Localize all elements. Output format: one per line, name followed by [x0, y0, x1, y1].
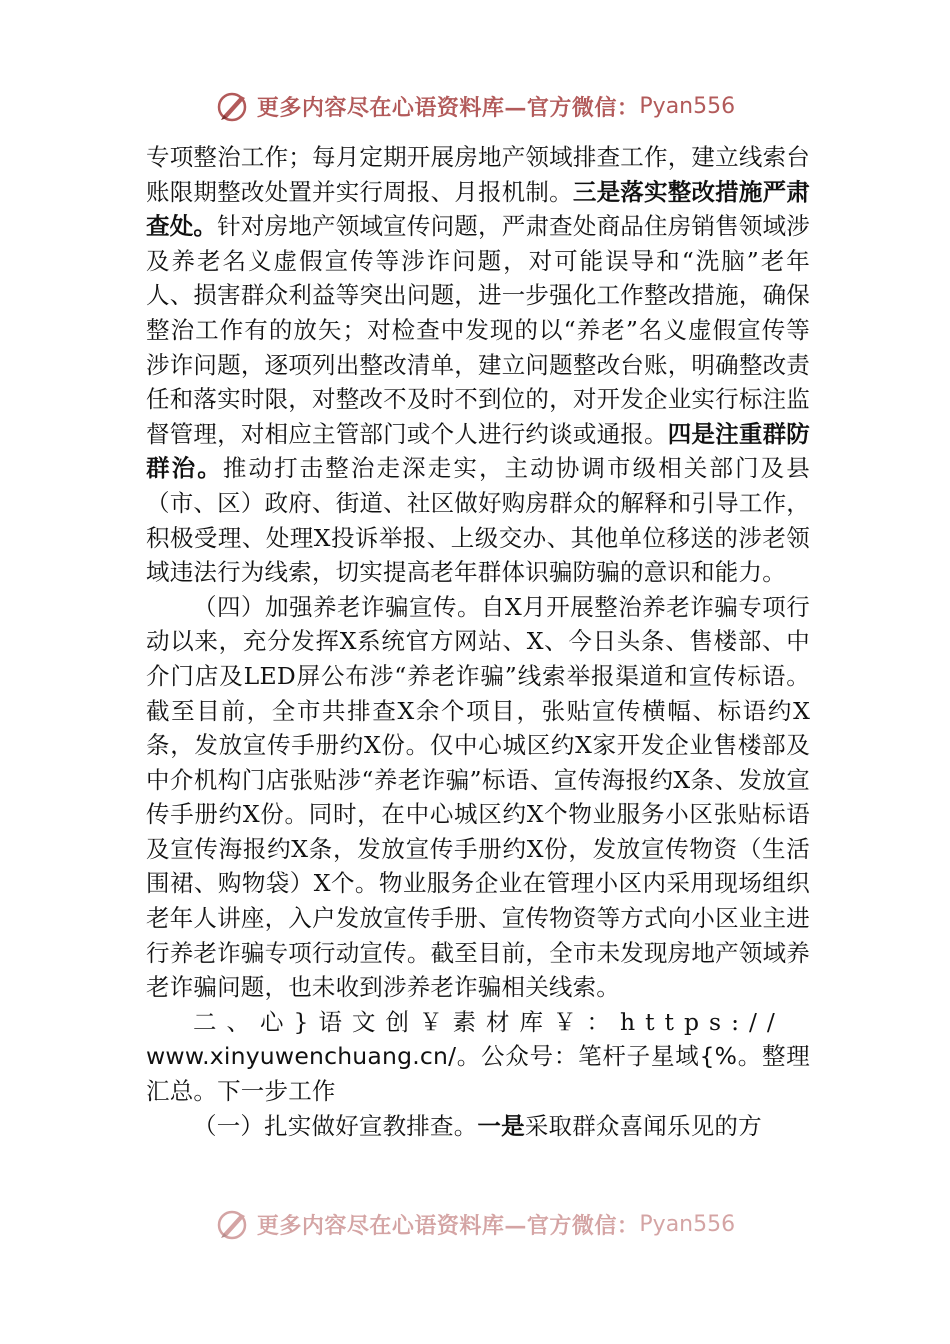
footer-wechat-id: Pyan556 [639, 1211, 736, 1237]
header-watermark [0, 86, 950, 126]
section2-line2: www.xinyuwenchuang.cn/。公众号：笔杆子星域{%。整理汇总。下一步工作 [146, 1042, 810, 1106]
para1-text-2: 针对房地产领域宣传问题，严肃查处商品住房销售领域涉及养老名义虚假宣传等涉诈问题，对可能误导和“洗脑”老年人、损害群众利益等突出问题，进一步强化工作整改措施，确保整治工作有的放矢；对检查中发现的以“养老”名义虚假宣传等涉诈问题，逐项列出整改清单，建立问题整改台账，明确整改责任和落实时限，对整改不及时不到位的，对开发企业实行标注监督管理，对相应主管部门或个人进行约谈或通报。 [146, 212, 811, 448]
para1-bold-1: 三是落实整改措施严肃查处。 [146, 177, 811, 241]
para3-bold: 一是 [477, 1111, 525, 1140]
footer-watermark [0, 1204, 950, 1244]
section2-line1: 二、心}语文创￥素材库￥：https:// [193, 1007, 785, 1036]
para3-rest: 采取群众喜闻乐见的方 [524, 1111, 762, 1140]
section-2-heading-line1 [146, 1005, 810, 1040]
pen-logo-icon [215, 88, 251, 124]
footer-text: 更多内容尽在心语资料库—官方微信： [256, 1212, 640, 1239]
paragraph-2: （四）加强养老诈骗宣传。自X月开展整治养老诈骗专项行动以来，充分发挥X系统官方网站、X、今日头条、售楼部、中介门店及LED屏公布涉“养老诈骗”线索举报渠道和宣传标语。截至目前，全市共排查X余个项目，张贴宣传横幅、标语约X条，发放宣传手册约X份。仅中心城区约X家开发企业售楼部及中介机构门店张贴涉“养老诈骗”标语、宣传海报约X条、发放宣传手册约X份。同时，在中心城区约X个物业服务小区张贴标语及宣传海报约X条，发放宣传手册约X份，发放宣传物资（生活围裙、购物袋）X个。物业服务企业在管理小区内采用现场组织老年人讲座，入户发放宣传手册、宣传物资等方式向小区业主进行养老诈骗专项行动宣传。截至目前，全市未发现房地产领域养老诈骗问题，也未收到涉养老诈骗相关线索。 [146, 592, 810, 1002]
paragraph-1 [146, 140, 810, 590]
header-wechat-id: Pyan556 [639, 93, 736, 119]
para1-text-3: 推动打击整治走深走实，主动协调市级相关部门及县（市、区）政府、街道、社区做好购房群众的解释和引导工作，积极受理、处理X投诉举报、上级交办、其他单位移送的涉老领域违法行为线索，切实提高老年群体识骗防骗的意识和能力。 [146, 454, 810, 587]
document-body [146, 140, 810, 1143]
paragraph-3 [146, 1109, 810, 1144]
para1-bold-2: 四是注重群防群治。 [146, 419, 810, 483]
section-2-heading-line2 [146, 1039, 810, 1108]
header-text: 更多内容尽在心语资料库—官方微信： [256, 94, 640, 121]
para1-text-1: 专项整治工作；每月定期开展房地产领域排查工作，建立线索台账限期整改处置并实行周报、月报机制。 [146, 143, 810, 206]
pen-logo-icon [215, 1206, 251, 1242]
para3-text: （一）扎实做好宣教排查。 [193, 1111, 478, 1140]
